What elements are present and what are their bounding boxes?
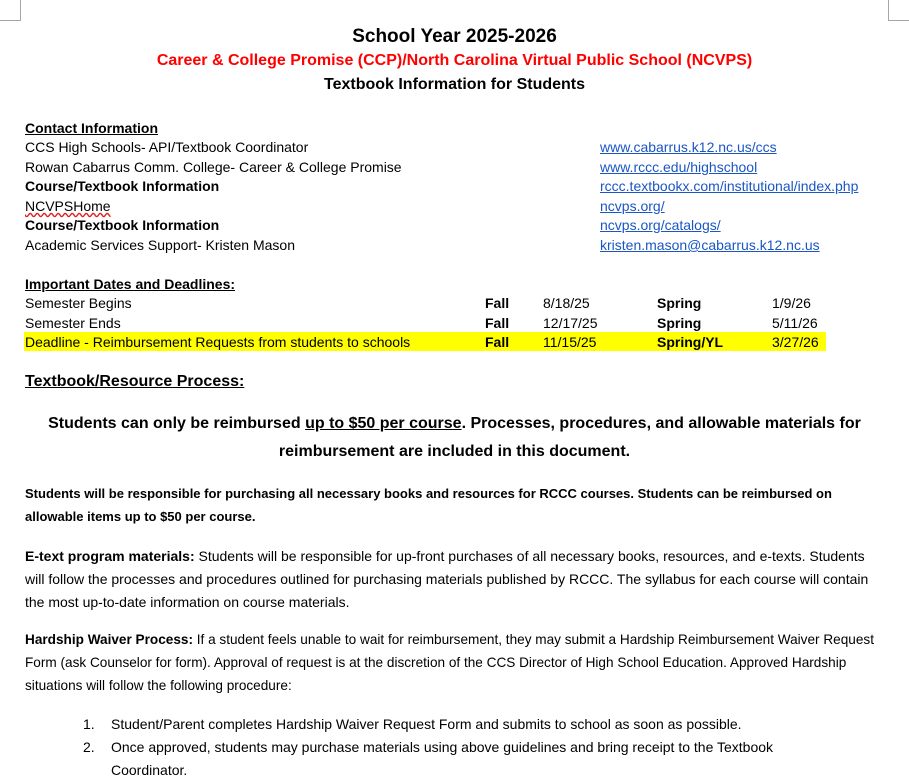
reimbursement-limit: up to $50 per course [305, 415, 462, 432]
hardship-body: If a student feels unable to wait for reimbursement, they may submit a Hardship Reimbursement Waiver Request Form (ask Counselor for form). Approval of request is at the discretion of the CCS Director of High School Education. Approved Hardship situations will follow the following procedure: [25, 632, 874, 693]
contact-label-rccc: Rowan Cabarrus Comm. College- Career & College Promise [25, 159, 402, 175]
reimbursement-line-2: reimbursement are included in this document. [278, 443, 631, 460]
purchase-responsibility-text: Students will be responsible for purchasing all necessary books and resources for RCCC courses. Students can be reimbursed on allowable items up to $50 per course. [25, 486, 832, 524]
reimbursement-statement [0, 410, 909, 466]
reimbursement-line-1a: Students can only be reimbursed [48, 415, 306, 432]
email-kristen-mason[interactable]: kristen.mason@cabarrus.k12.nc.us [600, 237, 820, 253]
dates-row-term-spring: Spring [657, 315, 702, 331]
dates-row-spring-date: 3/27/26 [772, 334, 819, 350]
contact-label-course-textbook-rccc: Course/Textbook Information [25, 178, 220, 194]
link-rccc-textbookx[interactable]: rccc.textbookx.com/institutional/index.php [600, 178, 859, 194]
dates-row-term-fall: Fall [485, 315, 510, 331]
document-year-title: School Year 2025-2026 [352, 26, 557, 47]
dates-row-label: Semester Begins [25, 295, 132, 311]
dates-row-spring-date: 5/11/26 [772, 315, 818, 331]
etext-body: Students will be responsible for up-front purchases of all necessary books, resources, and e-texts. Students will follow the processes and procedures outlined for purchasing materials published by RCCC. The syllabus for each course will contain the most up-to-date information on course materials. [25, 548, 869, 610]
document-title: Textbook Information for Students [323, 76, 586, 93]
link-ncvps-catalogs[interactable]: ncvps.org/catalogs/ [600, 217, 721, 233]
etext-label: E-text program materials: [25, 548, 195, 564]
step-number: 2. [83, 739, 95, 755]
step-text: Student/Parent completes Hardship Waiver Request Form and submits to school as soon as possible. [111, 716, 742, 732]
dates-row-spring-date: 1/9/26 [772, 295, 811, 311]
dates-row-fall-date: 11/15/25 [543, 334, 597, 350]
reimbursement-line-1c: . Processes, procedures, and allowable materials for [461, 415, 861, 432]
hardship-label: Hardship Waiver Process: [25, 632, 193, 647]
contact-label-ncvpshome: NCVPSHome [25, 198, 111, 214]
purchase-responsibility-paragraph [25, 482, 885, 528]
page-corner-mark-left [0, 0, 21, 21]
contact-label-academic-services: Academic Services Support- Kristen Mason [25, 237, 295, 253]
step-text-content: Once approved, students may purchase materials using above guidelines and bring receipt to the Textbook Coordinator. [111, 739, 774, 778]
dates-row-fall-date: 12/17/25 [543, 315, 598, 331]
contact-label-course-textbook-ncvps: Course/Textbook Information [25, 217, 220, 233]
dates-row-label: Deadline - Reimbursement Requests from students to schools [25, 334, 411, 350]
process-heading: Textbook/Resource Process: [25, 373, 245, 390]
link-ncvps[interactable]: ncvps.org/ [600, 198, 665, 214]
page-corner-mark-right [888, 0, 909, 21]
link-rccc-highschool[interactable]: www.rccc.edu/highschool [600, 159, 758, 175]
link-cabarrus-ccs[interactable]: www.cabarrus.k12.nc.us/ccs [600, 139, 777, 155]
dates-row-label: Semester Ends [25, 315, 121, 331]
hardship-paragraph [25, 628, 885, 697]
contact-label-ccs: CCS High Schools- API/Textbook Coordinator [25, 139, 309, 155]
program-subtitle: Career & College Promise (CCP)/North Carolina Virtual Public School (NCVPS) [156, 52, 753, 69]
dates-heading: Important Dates and Deadlines: [25, 276, 236, 292]
dates-row-term-fall: Fall [485, 334, 510, 350]
dates-row-term-spring: Spring/YL [657, 334, 724, 350]
dates-row-fall-date: 8/18/25 [543, 295, 590, 311]
step-text [111, 736, 851, 782]
dates-row-term-spring: Spring [657, 295, 702, 311]
dates-row-term-fall: Fall [485, 295, 510, 311]
etext-paragraph [25, 545, 885, 614]
step-number: 1. [83, 716, 95, 732]
contact-heading: Contact Information [25, 120, 158, 136]
